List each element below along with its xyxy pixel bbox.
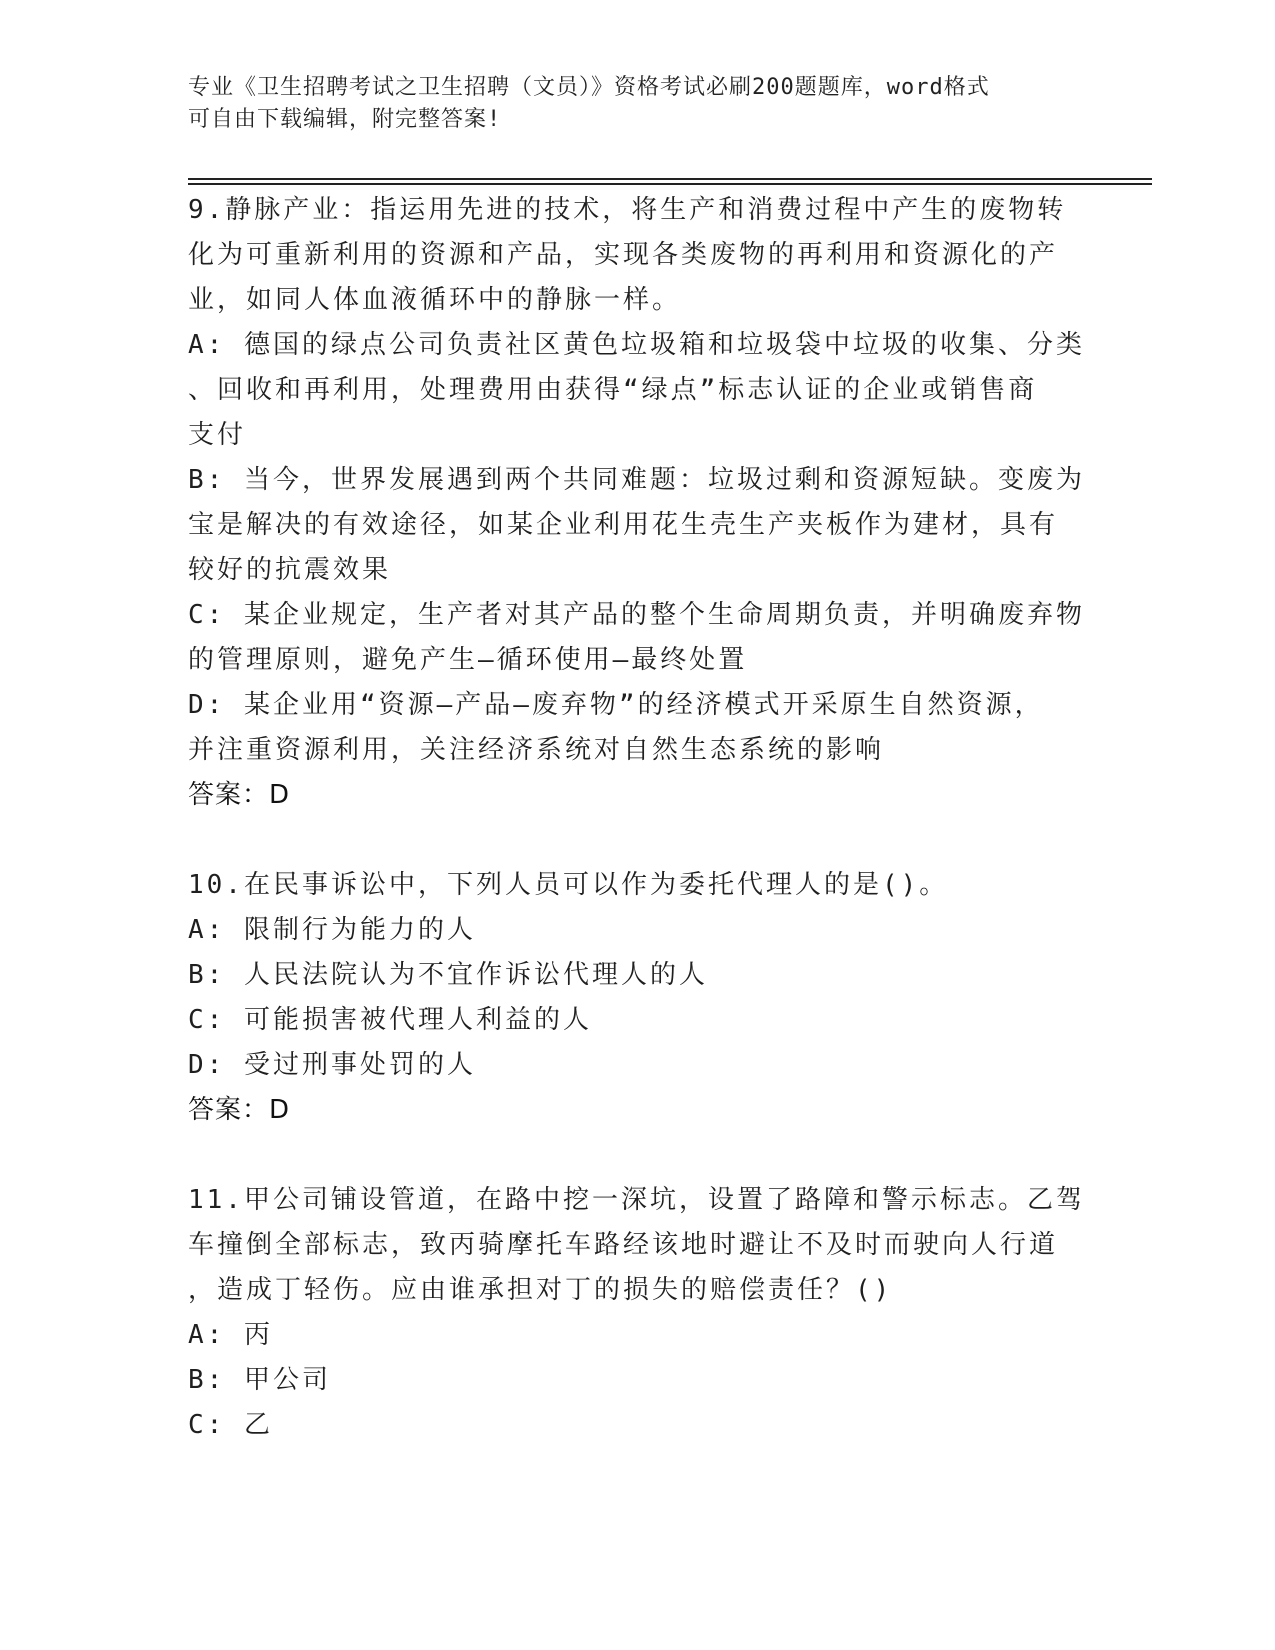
option-c — [188, 593, 1088, 683]
option-text-line: 支付 — [188, 420, 247, 450]
document-header — [188, 72, 1088, 136]
option-c: C: 可能损害被代理人利益的人 — [188, 1005, 592, 1035]
answer-label: 答案：D — [188, 780, 291, 810]
question-list — [188, 188, 1088, 1448]
option-text-line: B: 当今，世界发展遇到两个共同难题：垃圾过剩和资源短缺。变废为 — [188, 465, 1085, 495]
question-text-line: 车撞倒全部标志，致丙骑摩托车路经该地时避让不及时而驶向人行道 — [188, 1230, 1059, 1260]
option-d — [188, 683, 1088, 773]
question-text-line: 化为可重新利用的资源和产品，实现各类废物的再利用和资源化的产 — [188, 240, 1059, 270]
question-text-line: 业，如同人体血液循环中的静脉一样。 — [188, 285, 682, 315]
option-text-line: 、回收和再利用，处理费用由获得“绿点”标志认证的企业或销售商 — [188, 375, 1038, 405]
option-text-line: 较好的抗震效果 — [188, 555, 392, 585]
question-11 — [188, 1178, 1088, 1448]
option-a: A: 限制行为能力的人 — [188, 915, 476, 945]
option-b — [188, 458, 1088, 593]
option-text-line: A: 德国的绿点公司负责社区黄色垃圾箱和垃圾袋中垃圾的收集、分类 — [188, 330, 1085, 360]
option-a: A: 丙 — [188, 1320, 273, 1350]
header-line-2: 可自由下载编辑，附完整答案! — [188, 107, 502, 132]
header-divider-bottom — [188, 183, 1152, 185]
question-spacer — [188, 818, 1088, 863]
question-9 — [188, 188, 1088, 818]
option-a — [188, 323, 1088, 458]
option-b: B: 人民法院认为不宜作诉讼代理人的人 — [188, 960, 708, 990]
option-c: C: 乙 — [188, 1410, 273, 1440]
option-text-line: 宝是解决的有效途径，如某企业利用花生壳生产夹板作为建材，具有 — [188, 510, 1059, 540]
option-text-line: 并注重资源利用，关注经济系统对自然生态系统的影响 — [188, 735, 885, 765]
question-text-line: 11.甲公司铺设管道，在路中挖一深坑，设置了路障和警示标志。乙驾 — [188, 1185, 1085, 1215]
question-spacer — [188, 1133, 1088, 1178]
answer-label: 答案：D — [188, 1095, 291, 1125]
option-text-line: D: 某企业用“资源—产品—废弃物”的经济模式开采原生自然资源， — [188, 690, 1044, 720]
header-divider-top — [188, 178, 1152, 180]
header-line-1: 专业《卫生招聘考试之卫生招聘（文员）》资格考试必刷200题题库，word格式 — [188, 75, 990, 100]
question-text-line: ，造成丁轻伤。应由谁承担对丁的损失的赔偿责任？() — [188, 1275, 893, 1305]
option-text-line: C: 某企业规定，生产者对其产品的整个生命周期负责，并明确废弃物 — [188, 600, 1085, 630]
option-d: D: 受过刑事处罚的人 — [188, 1050, 476, 1080]
option-text-line: 的管理原则，避免产生—循环使用—最终处置 — [188, 645, 748, 675]
question-text-line: 9.静脉产业：指运用先进的技术，将生产和消费过程中产生的废物转 — [188, 195, 1067, 225]
question-text-line: 10.在民事诉讼中，下列人员可以作为委托代理人的是()。 — [188, 870, 949, 900]
question-10 — [188, 863, 1088, 1133]
option-b: B: 甲公司 — [188, 1365, 331, 1395]
